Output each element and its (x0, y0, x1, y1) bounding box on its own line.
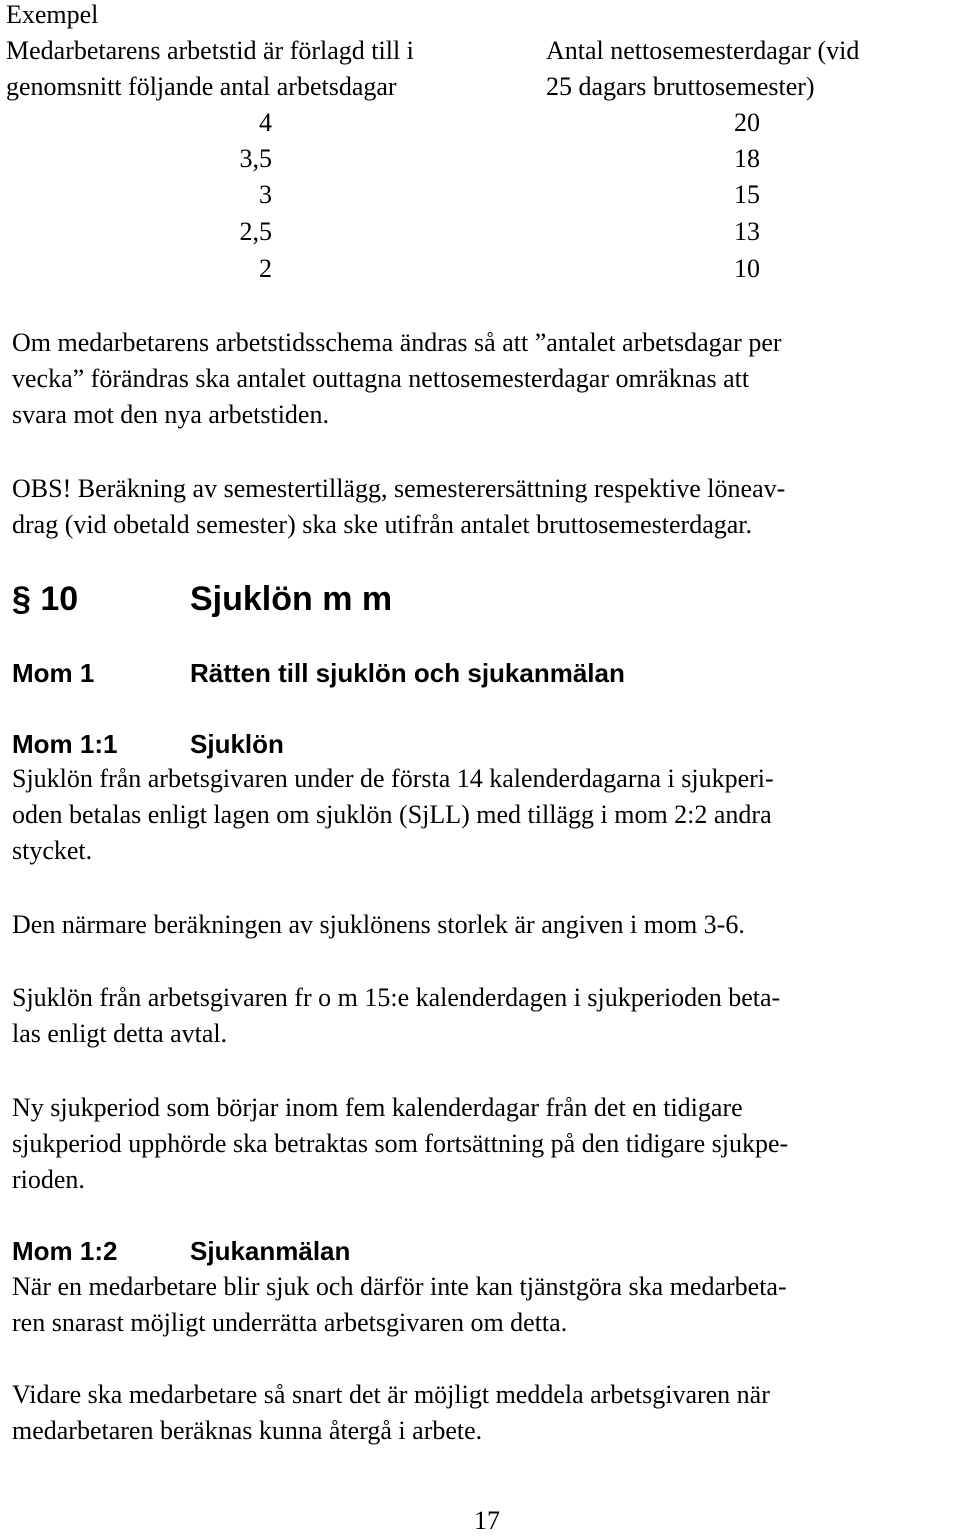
table-cell-days: 2,5 (239, 217, 272, 246)
text-line: vecka” förändras ska antalet outtagna nettosemesterdagar omräknas att (12, 364, 750, 393)
table-cell-days: 4 (259, 108, 272, 137)
text-line: rioden. (12, 1165, 85, 1194)
table-cell-net: 13 (734, 217, 760, 246)
paragraph-sjuklon-3 (12, 980, 952, 1052)
text-line: Om medarbetarens arbetstidsschema ändras så att ”antalet arbetsdagar per (12, 328, 782, 357)
paragraph-schedule-change (12, 325, 952, 433)
section-number: § 10 (12, 580, 79, 618)
table-header-days (6, 33, 414, 105)
text-line: las enligt detta avtal. (12, 1019, 228, 1048)
table-cell-days: 2 (259, 254, 272, 283)
text-line: medarbetaren beräknas kunna återgå i arbete. (12, 1416, 483, 1445)
table-cell-net: 20 (734, 108, 760, 137)
text-line: oden betalas enligt lagen om sjuklön (SjLL) med tillägg i mom 2:2 andra (12, 800, 772, 829)
table-cell-net: 15 (734, 180, 760, 209)
text-line: stycket. (12, 836, 93, 865)
text-line: När en medarbetare blir sjuk och därför inte kan tjänstgöra ska medarbeta- (12, 1272, 787, 1301)
text-line: Den närmare beräkningen av sjuklönens storlek är angiven i mom 3-6. (12, 910, 745, 939)
text-line: drag (vid obetald semester) ska ske utifrån antalet bruttosemesterdagar. (12, 510, 753, 539)
text-line: OBS! Beräkning av semestertillägg, semesterersättning respektive löneav- (12, 474, 786, 503)
table-header-days-line: genomsnitt följande antal arbetsdagar (6, 72, 397, 101)
paragraph-sjukanmalan-1 (12, 1269, 952, 1341)
page-number: 17 (474, 1506, 500, 1535)
text-line: svara mot den nya arbetstiden. (12, 400, 329, 429)
paragraph-sjuklon-2 (12, 907, 952, 943)
table-header-net-line: 25 dagars bruttosemester) (546, 72, 815, 101)
text-line: sjukperiod upphörde ska betraktas som fortsättning på den tidigare sjukpe- (12, 1129, 789, 1158)
mom-1-1-title: Sjuklön (190, 729, 284, 759)
text-line: Sjuklön från arbetsgivaren under de första 14 kalenderdagarna i sjukperi- (12, 764, 774, 793)
text-line: Sjuklön från arbetsgivaren fr o m 15:e kalenderdagen i sjukperioden beta- (12, 983, 781, 1012)
mom-1-title: Rätten till sjuklön och sjukanmälan (190, 658, 625, 688)
paragraph-sjukanmalan-2 (12, 1377, 952, 1449)
paragraph-sjuklon-4 (12, 1090, 952, 1198)
table-header-net-line: Antal nettosemesterdagar (vid (546, 36, 860, 65)
mom-1-1-label: Mom 1:1 (12, 729, 118, 759)
table-cell-net: 10 (734, 254, 760, 283)
table-cell-days: 3 (259, 180, 272, 209)
table-header-net (546, 33, 859, 105)
paragraph-obs (12, 471, 952, 543)
mom-1-label: Mom 1 (12, 658, 95, 688)
text-line: ren snarast möjligt underrätta arbetsgivaren om detta. (12, 1308, 568, 1337)
text-line: Ny sjukperiod som börjar inom fem kalenderdagar från det en tidigare (12, 1093, 743, 1122)
text-line: Vidare ska medarbetare så snart det är möjligt meddela arbetsgivaren när (12, 1380, 770, 1409)
paragraph-sjuklon-1 (12, 761, 952, 869)
mom-1-2-title: Sjukanmälan (190, 1236, 351, 1266)
example-label: Exempel (6, 0, 99, 29)
section-title: Sjuklön m m (190, 580, 393, 618)
table-cell-net: 18 (734, 144, 760, 173)
table-header-days-line: Medarbetarens arbetstid är förlagd till i (6, 36, 414, 65)
mom-1-2-label: Mom 1:2 (12, 1236, 118, 1266)
table-cell-days: 3,5 (239, 144, 272, 173)
